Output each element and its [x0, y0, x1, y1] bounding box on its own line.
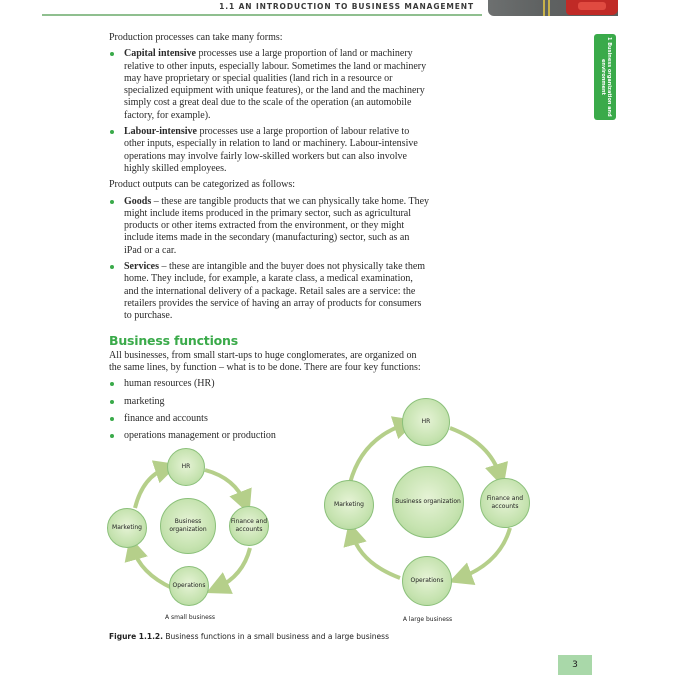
list-item [109, 196, 429, 257]
node-label: Business organization [395, 498, 461, 505]
figure-caption-text: Business functions in a small business and a large business [163, 632, 389, 641]
node-operations: Operations [402, 556, 452, 606]
list-item [109, 378, 429, 390]
section-heading: Business functions [109, 332, 238, 348]
term-capital-intensive: Capital intensive [124, 48, 196, 60]
header-photo [488, 0, 618, 16]
node-marketing: Marketing [107, 508, 147, 548]
large-business-diagram [320, 398, 535, 628]
outputs-list [109, 196, 429, 323]
node-operations: Operations [169, 566, 209, 606]
functions-intro: All businesses, from small start-ups to huge conglomerates, are organized on the same lines, by function – what is to be done. There are four key functions: [109, 349, 421, 374]
list-item [109, 126, 429, 175]
chapter-side-tab [594, 34, 616, 120]
bullet-icon [110, 265, 114, 269]
list-item-text: processes use a large proportion of land or machinery relative to other inputs, especially labour. Sometimes the land or machinery may have proprietary or special qualities (land rich in a resource or specialized equipment with unique features), or the land and the machinery simply cost a great deal due to the scale of the operation (an automobile factory, for example). [124, 48, 427, 121]
chapter-side-tab-label: 1 Business organization and environment [600, 37, 612, 117]
node-finance [229, 506, 269, 546]
diagram-caption: A small business [164, 614, 216, 621]
list-item-text: – these are tangible products that we can physically take home. They might include items produced in the primary sector, such as agricultural products or other items extracted from the environment, or they might include items made in the secondary (manufacturing) sector, such as an iPad or a car. [124, 195, 430, 256]
node-hr: HR [402, 398, 450, 446]
bullet-icon [110, 130, 114, 134]
node-label: Finance and accounts [486, 495, 524, 510]
bullet-icon [110, 382, 114, 386]
node-label: Business organization [169, 518, 207, 533]
list-item-text: human resources (HR) [124, 378, 215, 390]
bullet-icon [110, 417, 114, 421]
processes-list [109, 48, 429, 175]
node-finance [480, 478, 530, 528]
node-hr: HR [167, 448, 205, 486]
diagram-caption: A large business [402, 616, 453, 623]
term-labour-intensive: Labour-intensive [124, 126, 197, 138]
node-business-organization [160, 498, 216, 554]
body-text [109, 32, 429, 448]
list-item [109, 261, 429, 322]
page-number: 3 [558, 655, 592, 675]
header-rule [42, 14, 482, 16]
term-services: Services [124, 261, 159, 273]
processes-intro: Production processes can take many forms: [109, 32, 283, 43]
node-marketing: Marketing [324, 480, 374, 530]
list-item-text: processes use a large proportion of labour relative to other inputs, especially in relation to land or machinery. Labour-intensive operations may involve fairly low-skilled workers but can also involve highly skilled employees. [124, 126, 418, 174]
node-label: Finance and accounts [230, 518, 268, 533]
list-item-text: operations management or production [124, 430, 276, 442]
list-item-text: marketing [124, 395, 165, 407]
outputs-intro: Product outputs can be categorized as follows: [109, 179, 296, 191]
list-item-text: – these are intangible and the buyer does not physically take them home. They include, for example, a karate class, a medical examination, and the international delivery of a package. Retail sales are a service: the retailers provides the service of having an array of products for consumers to purchase. [124, 261, 426, 322]
figure-caption [109, 632, 389, 641]
list-item [109, 48, 429, 122]
list-item-text: finance and accounts [124, 413, 208, 425]
small-business-diagram [105, 448, 275, 628]
bullet-icon [110, 52, 114, 56]
running-header-title: 1.1 AN INTRODUCTION TO BUSINESS MANAGEMENT [219, 2, 474, 11]
bullet-icon [110, 400, 114, 404]
bullet-icon [110, 434, 114, 438]
term-goods: Goods [124, 195, 152, 207]
bullet-icon [110, 200, 114, 204]
node-business-organization [392, 466, 464, 538]
figure-label: Figure 1.1.2. [109, 632, 164, 641]
